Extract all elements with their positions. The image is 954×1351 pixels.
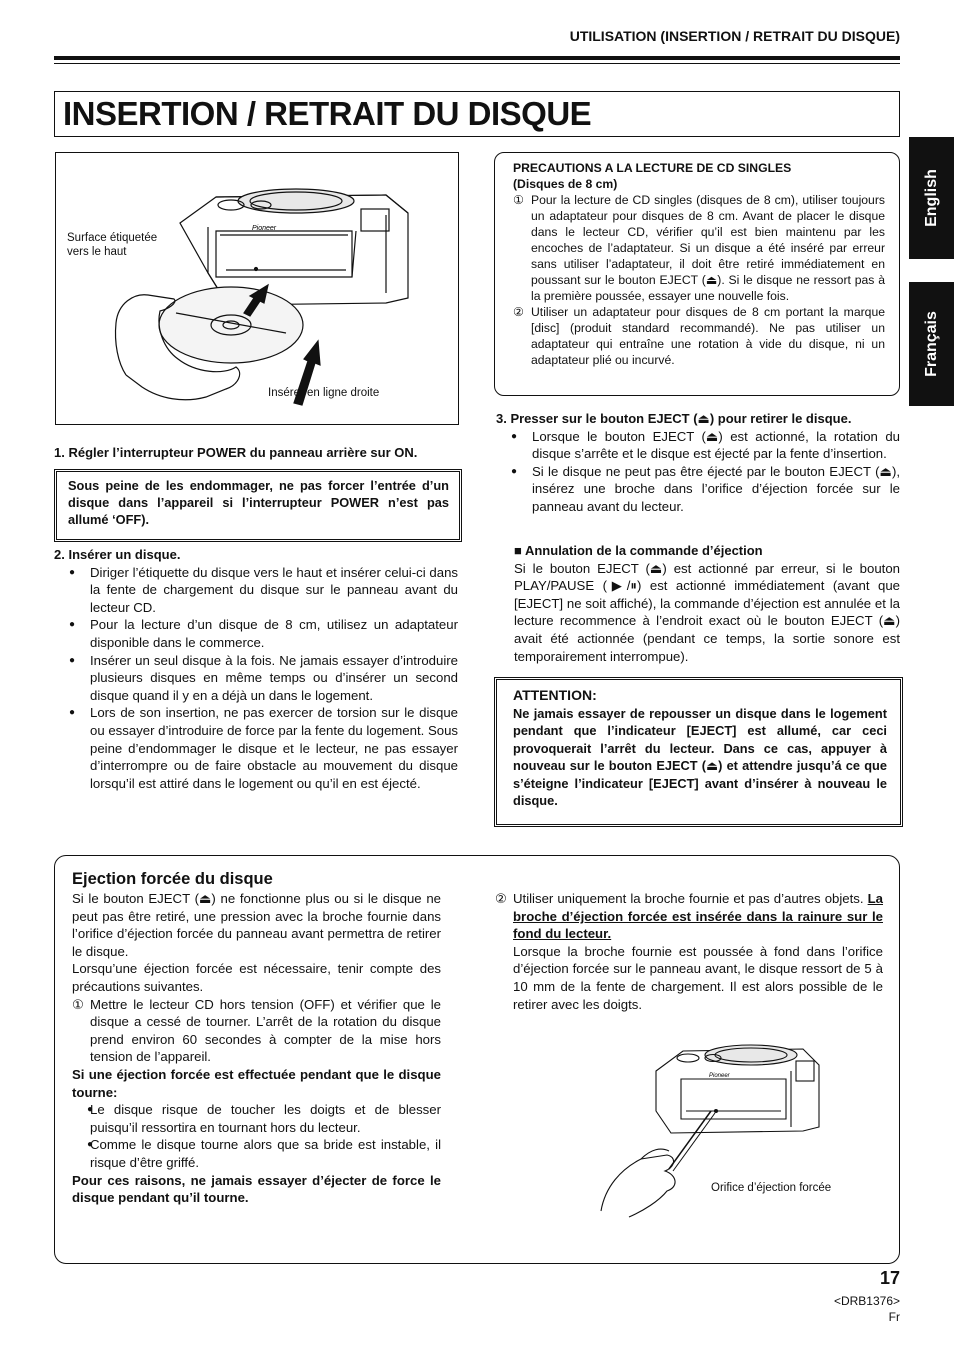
step-3-heading: 3. Presser sur le bouton EJECT (⏏) pour retirer le disque. <box>496 411 852 426</box>
running-header: UTILISATION (INSERTION / RETRAIT DU DISQUE) <box>569 28 900 44</box>
forced-eject-item-2-emphasis: La broche d’éjection forcée est insérée dans la rainure sur le fond du lecteur. <box>513 891 883 942</box>
item-number: ② <box>513 305 524 319</box>
precaution-item-1 <box>513 192 885 304</box>
forced-eject-left-column <box>72 868 441 1207</box>
forced-eject-item-2-text: Utiliser uniquement la broche fournie et pas d’autres objets. <box>513 891 868 906</box>
attention-text: Ne jamais essayer de repousser un disque dans le logement pendant que l’indicateur [EJECT] est allumé, car ceci provoquerait l’arrêt du lecteur. Dans ce cas, appuyer à nouveau sur le bouton EJECT (⏏) et attendre jusqu’á ce que s’éteigne l’indicateur [EJECT] avant d’insérer à nouveau le disque. <box>513 705 887 808</box>
list-item: ● Diriger l’étiquette du disque vers le haut et insérer celui-ci dans la fente de chargement du disque sur le panneau avant du lecteur CD. <box>54 564 458 617</box>
cancel-eject-section <box>514 542 900 665</box>
forced-eject-box <box>54 855 900 1264</box>
list-item: ● Insérer un seul disque à la fois. Ne jamais essayer d’introduire plusieurs disques en même temps ou d’insérer un second disque quand il y en a déjà un dans le logement. <box>54 652 458 705</box>
tab-francais-label: Français <box>922 311 940 377</box>
forced-eject-bullets <box>72 1101 441 1171</box>
forced-eject-right-column <box>495 890 883 1013</box>
forced-eject-item-2 <box>495 890 883 943</box>
step-3-bullets <box>496 428 900 516</box>
figure-insert-disc <box>55 152 459 425</box>
precaution-item-1-text: Pour la lecture de CD singles (disques de 8 cm), utiliser toujours un adaptateur pour disques de 8 cm. Avant de placer le disque dans le lecteur CD, vérifier qu’il est bien maintenu par les encoches de l’adaptateur. Si un disque a été inséré par erreur sans utiliser l’adaptateur, il doit être retiré immédiatement en poussant sur le bouton EJECT (⏏). Si le disque ne ressort pas à la première poussée, essayer une nouvelle fois. <box>531 193 885 303</box>
cd-player-insert-illustration <box>56 153 458 424</box>
doc-code: <DRB1376> <box>833 1294 900 1308</box>
tab-english-label: English <box>922 169 940 227</box>
step-3-section <box>496 410 900 516</box>
page-number: 17 <box>879 1268 900 1288</box>
attention-title: ATTENTION: <box>513 687 597 703</box>
page-title: INSERTION / RETRAIT DU DISQUE <box>63 95 592 132</box>
item-number: ① <box>513 193 524 207</box>
precautions-box <box>494 152 900 396</box>
label-insert-straight: Insérer en ligne droite <box>268 387 380 399</box>
tab-english[interactable] <box>909 137 954 259</box>
label-forced-eject-hole: Orifice d’éjection forcée <box>711 1182 832 1194</box>
forced-eject-title: Ejection forcée du disque <box>72 870 273 888</box>
attention-content <box>513 687 887 810</box>
header-rule-thick <box>54 56 900 60</box>
list-item: ● Lorsque le bouton EJECT (⏏) est actionné, la rotation du disque s’arrête et le disque est éjecté par la fente d’insertion. <box>496 428 900 463</box>
brand-logo-text: Pioneer <box>709 1073 730 1079</box>
precaution-item-2-text: Utiliser un adaptateur pour disques de 8 cm portant la marque [disc] (produit standard recommandé). Ne pas utiliser un adaptateur qui entraîne une rotation à vide du disque, ni un adaptateur plié ou incurvé. <box>531 305 885 367</box>
header-rule-thin <box>54 63 900 64</box>
precautions-content <box>513 160 885 368</box>
forced-eject-intro-2: Lorsqu’une éjection forcée est nécessaire, tenir compte des précautions suivantes. <box>72 961 441 994</box>
forced-eject-intro-1: Si le bouton EJECT (⏏) ne fonctionne plus ou si le disque ne peut pas être retiré, une pression avec la broche fournie dans l’orifice d’éjection forcée du panneau avant permettra de retirer le disque. <box>72 891 441 959</box>
list-item: ● Si le disque ne peut pas être éjecté par le bouton EJECT (⏏), insérez une broche dans l’orifice d’éjection forcée sur le panneau avant du lecteur. <box>496 463 900 516</box>
forced-eject-warn-title: Si une éjection forcée est effectuée pendant que le disque tourne: <box>72 1066 441 1100</box>
step-2-bullets <box>54 564 458 793</box>
forced-eject-item-2-detail: Lorsque la broche fournie est poussée à fond dans l’orifice d’éjection forcée sur le panneau avant, le disque ressort de 5 à 10 mm de la fente de chargement. Il est alors possible de le retirer avec les doigts. <box>513 943 883 1012</box>
forced-eject-item-1-text: Mettre le lecteur CD hors tension (OFF) et vérifier que le disque a cessé de tourner. L’arrêt de la rotation du disque prend environ 60 secondes à compter de la mise hors tension de l’appareil. <box>90 996 441 1065</box>
warning-text: Sous peine de les endommager, ne pas forcer l’entrée d’un disque dans l’appareil si l’interrupteur POWER n’est pas allumé ‘OFF). <box>68 478 449 527</box>
attention-box <box>494 677 903 827</box>
cancel-eject-heading: ■ Annulation de la commande d’éjection <box>514 543 763 558</box>
list-item: ● Pour la lecture d’un disque de 8 cm, utilisez un adaptateur disponible dans le commerce. <box>54 616 458 651</box>
forced-eject-item-1 <box>72 996 441 1066</box>
precaution-item-2 <box>513 304 885 368</box>
tab-francais[interactable] <box>909 282 954 406</box>
item-number: ① <box>72 996 84 1012</box>
step-1-heading: 1. Régler l’interrupteur POWER du panneau arrière sur ON. <box>54 445 418 460</box>
step-2-section <box>54 546 458 792</box>
list-item: ● Le disque risque de toucher les doigts et de blesser puisqu’il ressortira en tournant hors du lecteur. <box>72 1101 441 1136</box>
label-surface-up: Surface étiquetée vers le haut <box>67 232 158 258</box>
precautions-subtitle: (Disques de 8 cm) <box>513 177 618 191</box>
brand-logo-text: Pioneer <box>252 225 277 232</box>
item-number: ② <box>495 891 507 906</box>
list-item: ● Lors de son insertion, ne pas exercer de torsion sur le disque ou essayer d’introduire de force par la fente du logement. Sous peine d’endommager le disque et le lecteur, ne pas essayer d’interrompre ou de faire obstacle au mouvement du disque lorsqu’il est attiré dans le logement ou qu’il en est éjecté. <box>54 704 458 792</box>
cancel-eject-text: Si le bouton EJECT (⏏) est actionné par erreur, si le bouton PLAY/PAUSE (▶/⏸) est actionné immédiatement (avant que [EJECT] ne soit affiché), la commande d’éjection est annulée et la lecture recommence à l’endroit exact où le bouton EJECT (⏏) avait été actionnée (pendant ce temps, la sortie sonore est temporairement interrompue). <box>514 560 900 664</box>
language-code: Fr <box>888 1310 900 1324</box>
forced-eject-conclusion: Pour ces raisons, ne jamais essayer d’éjecter de force le disque pendant qu’il tourne. <box>72 1172 441 1206</box>
list-item: ● Comme le disque tourne alors que sa bride est instable, il risque d’être griffé. <box>72 1136 441 1171</box>
step-2-heading: 2. Insérer un disque. <box>54 547 181 562</box>
precautions-title: PRECAUTIONS A LA LECTURE DE CD SINGLES <box>513 161 792 175</box>
warning-box <box>54 469 462 542</box>
page-title-box <box>54 91 900 137</box>
